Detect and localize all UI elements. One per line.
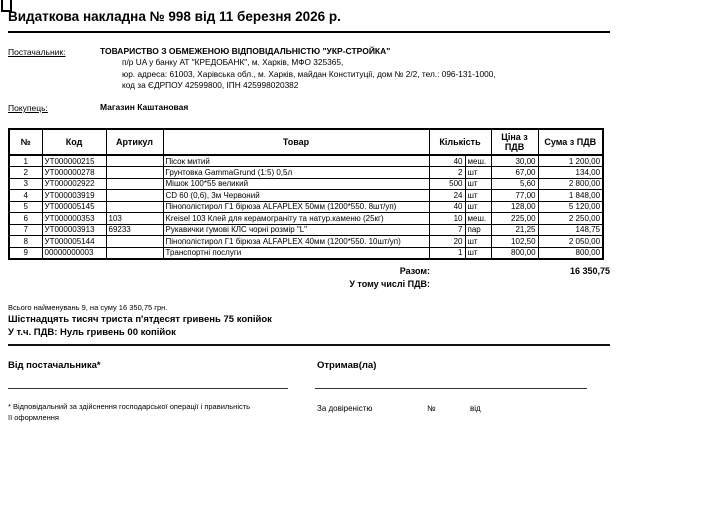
cell-unit: шт: [465, 201, 491, 213]
table-row: [9, 167, 603, 179]
supplier-codes-line: код за ЄДРПОУ 42599800, ІПН 425998020382: [122, 80, 299, 91]
total-label: Разом:: [399, 266, 430, 276]
cell-product: Рукавички гумові КЛС чорні розмір "L": [163, 224, 429, 236]
col-header-article: Артикул: [106, 129, 163, 155]
cell-unit: шт: [465, 190, 491, 202]
cell-price: 30,00: [491, 155, 538, 167]
cell-unit: шт: [465, 167, 491, 179]
cell-unit: шт: [465, 247, 491, 259]
supplier-label: Постачальник:: [8, 47, 66, 57]
cell-row-number: 3: [9, 178, 42, 190]
cell-sum: 5 120,00: [538, 201, 603, 213]
cell-price: 128,00: [491, 201, 538, 213]
cell-code: 00000000003: [42, 247, 106, 259]
col-header-price: Ціна з ПДВ: [491, 129, 538, 155]
cell-quantity: 24: [429, 190, 465, 202]
receiver-signature-line: [315, 388, 587, 389]
cell-row-number: 4: [9, 190, 42, 202]
cell-code: УТ000000215: [42, 155, 106, 167]
cell-price: 5,60: [491, 178, 538, 190]
cell-row-number: 6: [9, 213, 42, 225]
table-row: [9, 201, 603, 213]
items-table: [8, 128, 604, 260]
cell-sum: 800,00: [538, 247, 603, 259]
cell-row-number: 9: [9, 247, 42, 259]
table-row: [9, 155, 603, 167]
buyer-label: Покупець:: [8, 103, 48, 113]
total-value: 16 350,75: [569, 266, 610, 276]
proxy-number-label: №: [427, 404, 436, 413]
cell-price: 77,00: [491, 190, 538, 202]
cell-product: Kreisel 103 Клей для керамограніту та натур.каменю (25кг): [163, 213, 429, 225]
supplier-signature-line: [8, 388, 288, 389]
cell-unit: меш.: [465, 213, 491, 225]
cell-quantity: 500: [429, 178, 465, 190]
cell-code: УТ000005145: [42, 201, 106, 213]
cell-code: УТ000003913: [42, 224, 106, 236]
cell-article: [106, 155, 163, 167]
cell-price: 102,50: [491, 236, 538, 248]
cell-sum: 2 250,00: [538, 213, 603, 225]
proxy-date-label: від: [470, 404, 481, 413]
buyer-name: Магазин Каштановая: [100, 102, 189, 112]
table-row: [9, 224, 603, 236]
cell-unit: шт: [465, 236, 491, 248]
cell-quantity: 2: [429, 167, 465, 179]
cell-product: Пісок митий: [163, 155, 429, 167]
vat-total-label: У тому числі ПДВ:: [349, 279, 430, 289]
supplier-signature-label: Від постачальника*: [8, 360, 101, 371]
cell-product: CD 60 (0,6), 3м Червоний: [163, 190, 429, 202]
document-title: Видаткова накладна № 998 від 11 березня 2026 р.: [8, 9, 341, 24]
cell-row-number: 1: [9, 155, 42, 167]
cell-quantity: 40: [429, 155, 465, 167]
amount-in-words: Шістнадцять тисяч триста п'ятдесят гривень 75 копійок: [8, 314, 272, 325]
cell-row-number: 8: [9, 236, 42, 248]
cell-quantity: 7: [429, 224, 465, 236]
cell-product: Мішок 100*55 великий: [163, 178, 429, 190]
cell-article: [106, 178, 163, 190]
cell-article: 103: [106, 213, 163, 225]
cell-product: Пінополістирол Г1 бірюза ALFAPLEX 40мм (1200*550. 10шт/уп): [163, 236, 429, 248]
cell-product: Грунтовка GammaGrund (1:5) 0,5л: [163, 167, 429, 179]
table-row: [9, 190, 603, 202]
col-header-product: Товар: [163, 129, 429, 155]
cell-row-number: 2: [9, 167, 42, 179]
cell-price: 21,25: [491, 224, 538, 236]
cell-sum: 1 200,00: [538, 155, 603, 167]
cell-article: 69233: [106, 224, 163, 236]
cell-quantity: 10: [429, 213, 465, 225]
table-row: [9, 213, 603, 225]
cell-code: УТ000000353: [42, 213, 106, 225]
cell-article: [106, 247, 163, 259]
supplier-details: [122, 57, 496, 92]
cell-row-number: 5: [9, 201, 42, 213]
responsibility-footnote: * Відповідальний за здійснення господарської операції і правильність її оформлення: [8, 402, 251, 422]
receiver-signature-label: Отримав(ла): [317, 360, 377, 371]
cell-quantity: 1: [429, 247, 465, 259]
proxy-label: За довіреністю: [317, 404, 373, 413]
supplier-bank-line: п/р UA у банку АТ "КРЕДОБАНК", м. Харків, МФО 325365,: [122, 57, 344, 67]
col-header-num: №: [9, 129, 42, 155]
vat-in-words: У т.ч. ПДВ: Нуль гривень 00 копійок: [8, 327, 176, 338]
cell-unit: пар: [465, 224, 491, 236]
cell-sum: 134,00: [538, 167, 603, 179]
cell-quantity: 40: [429, 201, 465, 213]
cell-unit: шт: [465, 178, 491, 190]
cell-sum: 2 800,00: [538, 178, 603, 190]
cell-price: 800,00: [491, 247, 538, 259]
cell-price: 225,00: [491, 213, 538, 225]
table-row: [9, 236, 603, 248]
signature-section-divider: [8, 344, 610, 346]
cell-sum: 148,75: [538, 224, 603, 236]
cell-code: УТ000000278: [42, 167, 106, 179]
cell-price: 67,00: [491, 167, 538, 179]
supplier-address-line: юр. адреса: 61003, Харівська обл., м. Харків, майдан Конституції, дом № 2/2, тел.: 096-131-1000,: [122, 68, 496, 79]
cell-article: [106, 201, 163, 213]
cell-unit: меш.: [465, 155, 491, 167]
items-table-container: [8, 128, 604, 260]
cell-quantity: 20: [429, 236, 465, 248]
cell-product: Транспортні послуги: [163, 247, 429, 259]
col-header-quantity: Кількість: [429, 129, 491, 155]
cell-article: [106, 236, 163, 248]
cell-code: УТ000005144: [42, 236, 106, 248]
col-header-code: Код: [42, 129, 106, 155]
cell-code: УТ000002922: [42, 178, 106, 190]
cell-sum: 1 848,00: [538, 190, 603, 202]
items-count-line: Всього найменувань 9, на суму 16 350,75 грн.: [8, 303, 168, 312]
supplier-name: ТОВАРИСТВО З ОБМЕЖЕНОЮ ВІДПОВІДАЛЬНІСТЮ "УКР-СТРОЙКА": [100, 46, 391, 56]
cell-code: УТ000003919: [42, 190, 106, 202]
title-divider: [8, 31, 610, 33]
cell-article: [106, 167, 163, 179]
cell-row-number: 7: [9, 224, 42, 236]
table-row: [9, 178, 603, 190]
table-row: [9, 247, 603, 259]
table-header-row: [9, 129, 603, 155]
cell-sum: 2 050,00: [538, 236, 603, 248]
cell-article: [106, 190, 163, 202]
col-header-sum: Сума з ПДВ: [538, 129, 603, 155]
cell-product: Пінополістирол Г1 бірюза ALFAPLEX 50мм (1200*550. 8шт/уп): [163, 201, 429, 213]
